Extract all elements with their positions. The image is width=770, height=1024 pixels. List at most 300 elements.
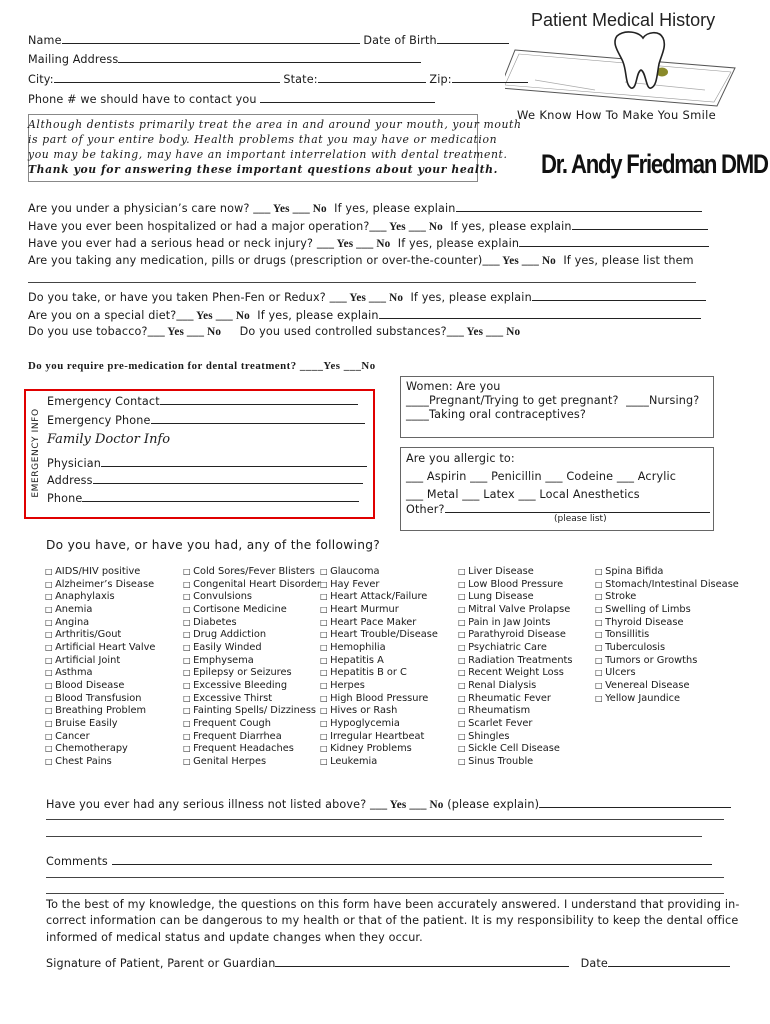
condition-label: Drug Addiction <box>193 629 267 641</box>
condition-label: Fainting Spells/ Dizziness <box>193 705 317 717</box>
condition-item[interactable] <box>320 642 438 655</box>
condition-item[interactable] <box>183 642 321 655</box>
condition-label: Hay Fever <box>330 578 380 590</box>
condition-item[interactable] <box>595 604 739 617</box>
checkbox-icon[interactable]: □ <box>45 680 56 690</box>
checkbox-icon[interactable]: □ <box>320 693 331 703</box>
condition-label: Chest Pains <box>55 755 112 767</box>
checkbox-icon[interactable]: □ <box>595 604 606 614</box>
condition-label: Pain in Jaw Joints <box>468 616 551 628</box>
checkbox-icon[interactable]: □ <box>320 756 331 766</box>
condition-label: Venereal Disease <box>605 679 690 691</box>
checkbox-icon[interactable]: □ <box>595 630 606 640</box>
condition-item[interactable] <box>595 566 739 579</box>
checkbox-icon[interactable]: □ <box>595 680 606 690</box>
condition-label: Herpes <box>330 679 365 691</box>
condition-item[interactable] <box>183 667 321 680</box>
intro-text: Although dentists primarily treat the area in and around your mouth, your mouth is part of your entire body. Health problems that you may have or medication you may be taking, may have an important interrelation with dental treatment. Thank you for answering these important questions about your health. <box>28 118 522 176</box>
condition-item[interactable] <box>320 629 438 642</box>
condition-label: Liver Disease <box>468 566 534 577</box>
checkbox-icon[interactable]: □ <box>458 706 469 716</box>
condition-item[interactable] <box>458 642 572 655</box>
condition-item[interactable] <box>183 705 321 718</box>
condition-label: Thyroid Disease <box>605 616 684 628</box>
condition-item[interactable] <box>45 680 155 693</box>
condition-label: Stomach/Intestinal Disease <box>605 578 739 590</box>
conditions-title: Do you have, or have you had, any of the following? <box>46 538 381 552</box>
condition-label: Bruise Easily <box>55 717 118 729</box>
condition-label: Tonsillitis <box>605 629 650 641</box>
condition-label: Heart Attack/Failure <box>330 591 428 603</box>
checkbox-icon[interactable]: □ <box>320 655 331 665</box>
contraceptives-option[interactable]: ____Taking oral contraceptives? <box>406 408 586 421</box>
condition-label: Frequent Headaches <box>193 743 294 755</box>
serious-line-2[interactable] <box>46 819 724 820</box>
checkbox-icon[interactable]: □ <box>320 642 331 652</box>
q2-yes-no[interactable]: ___ Yes ___ No <box>369 221 443 233</box>
checkbox-icon[interactable]: □ <box>45 731 56 741</box>
q2-explain-field[interactable] <box>572 218 708 230</box>
checkbox-icon[interactable]: □ <box>458 567 469 576</box>
condition-item[interactable] <box>320 731 438 744</box>
q6-yes-no[interactable]: ___ Yes ___ No <box>176 310 250 322</box>
condition-item[interactable] <box>320 680 438 693</box>
checkbox-icon[interactable]: □ <box>458 655 469 665</box>
condition-item[interactable] <box>595 642 739 655</box>
medication-list-line[interactable] <box>28 282 696 283</box>
condition-item[interactable] <box>183 655 321 668</box>
checkbox-icon[interactable]: □ <box>595 567 606 576</box>
condition-label: Psychiatric Care <box>468 641 547 653</box>
serious-line-3[interactable] <box>46 836 702 837</box>
condition-item[interactable] <box>595 667 739 680</box>
condition-item[interactable] <box>45 604 155 617</box>
q-tobacco: Do you use tobacco?___ Yes ___ No Do you used controlled substances?___ Yes ___ No <box>28 325 521 338</box>
serious-illness-row: Have you ever had any serious illness not listed above? ___ Yes ___ No (please explain) <box>46 796 731 811</box>
condition-item[interactable] <box>458 655 572 668</box>
condition-label: Heart Murmur <box>330 603 399 615</box>
condition-item[interactable] <box>320 756 438 769</box>
checkbox-icon[interactable]: □ <box>320 630 331 640</box>
condition-item[interactable] <box>458 731 572 744</box>
condition-label: Hepatitis B or C <box>330 667 407 679</box>
emergency-contact-row: Emergency Contact <box>47 393 358 408</box>
doctor-phone-row: Phone <box>47 490 359 505</box>
acknowledgement-statement: To the best of my knowledge, the questions on this form have been accurately answered. I understand that providing in- correct information can be dangerous to my health or that of the patient. It is my responsibility to keep the dental office informed of medical status and update changes when they occur. <box>46 898 740 944</box>
condition-item[interactable] <box>183 579 321 592</box>
condition-item[interactable] <box>183 566 321 579</box>
comments-line-2[interactable] <box>46 877 724 878</box>
checkbox-icon[interactable]: □ <box>320 567 331 576</box>
condition-label: Heart Trouble/Disease <box>330 629 438 641</box>
condition-item[interactable] <box>45 591 155 604</box>
doctor-phone-field[interactable] <box>82 490 359 502</box>
premed-yes-no[interactable]: ____Yes ___No <box>299 360 376 372</box>
name-field[interactable] <box>62 32 360 44</box>
condition-item[interactable] <box>45 655 155 668</box>
checkbox-icon[interactable]: □ <box>320 680 331 690</box>
doctor-address-row: Address <box>47 472 363 487</box>
mailing-address-field[interactable] <box>118 51 421 63</box>
condition-item[interactable] <box>45 743 155 756</box>
signature-row: Signature of Patient, Parent or Guardian Date <box>46 955 730 970</box>
serious-explain-field[interactable] <box>539 796 731 808</box>
mailing-row: Mailing Address <box>28 51 421 66</box>
checkbox-icon[interactable]: □ <box>45 579 56 589</box>
dob-field[interactable] <box>437 32 509 44</box>
q-premedication: Do you require pre-medication for dental treatment? ____Yes ___No <box>28 360 376 372</box>
women-pregnant-row <box>406 394 699 407</box>
checkbox-icon[interactable]: □ <box>183 756 194 766</box>
condition-label: Irregular Heartbeat <box>330 730 425 742</box>
q5-explain-field[interactable] <box>532 289 706 301</box>
condition-label: Low Blood Pressure <box>468 578 564 590</box>
condition-label: Anemia <box>55 603 93 615</box>
condition-item[interactable] <box>183 617 321 630</box>
emergency-phone-field[interactable] <box>151 412 365 424</box>
condition-label: Easily Winded <box>193 641 262 653</box>
condition-label: Lung Disease <box>468 591 534 603</box>
q7-yes-no[interactable]: ___ Yes ___ No <box>147 326 222 338</box>
q5-yes-no[interactable]: ___ Yes ___ No <box>329 292 404 304</box>
checkbox-icon[interactable]: □ <box>595 592 606 602</box>
conditions-column-1 <box>45 566 155 769</box>
condition-label: Cancer <box>55 730 90 742</box>
emergency-contact-field[interactable] <box>160 393 358 405</box>
checkbox-icon[interactable]: □ <box>45 668 56 678</box>
tagline: We Know How To Make You Smile <box>517 108 716 122</box>
checkbox-icon[interactable]: □ <box>183 642 194 652</box>
condition-item[interactable] <box>45 642 155 655</box>
checkbox-icon[interactable]: □ <box>320 604 331 614</box>
condition-item[interactable] <box>183 604 321 617</box>
condition-label: Yellow Jaundice <box>605 692 681 704</box>
doctor-name: Dr. Andy Friedman DMD <box>541 149 768 179</box>
checkbox-icon[interactable]: □ <box>45 693 56 703</box>
condition-item[interactable] <box>320 655 438 668</box>
family-doctor-header: Family Doctor Info <box>47 432 171 447</box>
condition-item[interactable] <box>595 579 739 592</box>
condition-item[interactable] <box>183 693 321 706</box>
checkbox-icon[interactable]: □ <box>45 642 56 652</box>
checkbox-icon[interactable]: □ <box>183 744 194 754</box>
condition-label: Mitral Valve Prolapse <box>468 603 571 615</box>
condition-label: Congenital Heart Disorder <box>193 578 321 590</box>
condition-label: Shingles <box>468 730 510 742</box>
checkbox-icon[interactable]: □ <box>458 680 469 690</box>
comments-field[interactable] <box>112 853 712 865</box>
nursing-option[interactable]: ____Nursing? <box>626 394 700 407</box>
checkbox-icon[interactable]: □ <box>45 592 56 602</box>
condition-item[interactable] <box>183 680 321 693</box>
condition-label: Artificial Joint <box>55 654 121 666</box>
condition-item[interactable] <box>45 718 155 731</box>
condition-label: Cold Sores/Fever Blisters <box>193 566 315 577</box>
condition-item[interactable] <box>595 655 739 668</box>
checkbox-icon[interactable]: □ <box>458 604 469 614</box>
condition-item[interactable] <box>458 591 572 604</box>
allergy-other-field[interactable] <box>445 501 710 513</box>
condition-item[interactable] <box>320 718 438 731</box>
condition-item[interactable] <box>45 566 155 579</box>
condition-item[interactable] <box>45 693 155 706</box>
q-medication: Are you taking any medication, pills or drugs (prescription or over-the-counter)___ Yes ___ No If yes, please list them <box>28 254 694 267</box>
condition-label: Tumors or Growths <box>605 654 698 666</box>
condition-label: Glaucoma <box>330 566 380 577</box>
state-field[interactable] <box>318 71 426 83</box>
condition-label: Angina <box>55 616 90 628</box>
condition-item[interactable] <box>45 629 155 642</box>
checkbox-icon[interactable]: □ <box>45 756 56 766</box>
condition-item[interactable] <box>595 629 739 642</box>
checkbox-icon[interactable]: □ <box>183 680 194 690</box>
checkbox-icon[interactable]: □ <box>458 693 469 703</box>
condition-label: Stroke <box>605 591 637 603</box>
checkbox-icon[interactable]: □ <box>595 668 606 678</box>
condition-label: Renal Dialysis <box>468 679 537 691</box>
condition-label: Heart Pace Maker <box>330 616 417 628</box>
condition-label: Recent Weight Loss <box>468 667 564 679</box>
contact-phone-field[interactable] <box>260 91 435 103</box>
zip-field[interactable] <box>452 71 528 83</box>
q-special-diet: Are you on a special diet?___ Yes ___ No If yes, please explain <box>28 307 701 322</box>
condition-label: Epilepsy or Seizures <box>193 667 292 679</box>
condition-item[interactable] <box>320 743 438 756</box>
tooth-logo-icon <box>505 30 745 110</box>
emergency-side-label: EMERGENCY INFO <box>31 408 41 498</box>
condition-label: Excessive Thirst <box>193 692 273 704</box>
checkbox-icon[interactable]: □ <box>45 630 56 640</box>
q-hospitalized: Have you ever been hospitalized or had a major operation?___ Yes ___ No If yes, please explain <box>28 218 708 233</box>
condition-label: Rheumatism <box>468 705 531 717</box>
checkbox-icon[interactable]: □ <box>45 617 56 627</box>
checkbox-icon[interactable]: □ <box>183 706 194 716</box>
checkbox-icon[interactable]: □ <box>320 579 331 589</box>
condition-label: Alzheimer’s Disease <box>55 578 155 590</box>
condition-item[interactable] <box>45 579 155 592</box>
condition-item[interactable] <box>458 566 572 579</box>
checkbox-icon[interactable]: □ <box>320 668 331 678</box>
condition-item[interactable] <box>320 591 438 604</box>
condition-label: Radiation Treatments <box>468 654 573 666</box>
checkbox-icon[interactable]: □ <box>45 718 56 728</box>
condition-label: Leukemia <box>330 755 378 767</box>
condition-label: Spina Bifida <box>605 566 664 577</box>
q3-yes-no[interactable]: ___ Yes ___ No <box>316 238 391 250</box>
condition-label: Genital Herpes <box>193 755 267 767</box>
condition-label: Sickle Cell Disease <box>468 743 560 755</box>
condition-label: Asthma <box>55 667 93 679</box>
q8-yes-no[interactable]: ___ Yes ___ No <box>446 326 521 338</box>
condition-item[interactable] <box>458 743 572 756</box>
condition-label: Kidney Problems <box>330 743 412 755</box>
condition-item[interactable] <box>320 617 438 630</box>
checkbox-icon[interactable]: □ <box>183 630 194 640</box>
condition-label: High Blood Pressure <box>330 692 429 704</box>
phone-row: Phone # we should have to contact you <box>28 91 435 106</box>
conditions-column-3 <box>320 566 438 769</box>
checkbox-icon[interactable]: □ <box>183 731 194 741</box>
allergy-title: Are you allergic to: <box>406 452 515 465</box>
condition-item[interactable] <box>320 667 438 680</box>
q-head-injury: Have you ever had a serious head or neck injury? ___ Yes ___ No If yes, please explain <box>28 235 709 250</box>
condition-item[interactable] <box>595 693 739 706</box>
city-row: City: State: Zip: <box>28 71 528 86</box>
condition-item[interactable] <box>320 579 438 592</box>
condition-label: Hemophilia <box>330 641 386 653</box>
condition-label: Parathyroid Disease <box>468 629 566 641</box>
condition-item[interactable] <box>458 629 572 642</box>
condition-item[interactable] <box>45 617 155 630</box>
condition-item[interactable] <box>183 756 321 769</box>
checkbox-icon[interactable]: □ <box>320 718 331 728</box>
checkbox-icon[interactable]: □ <box>183 655 194 665</box>
condition-label: Rheumatic Fever <box>468 692 551 704</box>
checkbox-icon[interactable]: □ <box>458 642 469 652</box>
allergy-line-2[interactable]: ___ Metal ___ Latex ___ Local Anesthetics <box>406 488 640 501</box>
condition-label: Blood Transfusion <box>55 692 142 704</box>
checkbox-icon[interactable]: □ <box>458 718 469 728</box>
checkbox-icon[interactable]: □ <box>320 617 331 627</box>
condition-label: Artificial Heart Valve <box>55 641 156 653</box>
q1-yes-no[interactable]: ___ Yes ___ No <box>253 203 327 215</box>
doctor-address-field[interactable] <box>93 472 363 484</box>
q3-explain-field[interactable] <box>519 235 709 247</box>
checkbox-icon[interactable]: □ <box>458 744 469 754</box>
condition-label: Arthritis/Gout <box>55 629 122 641</box>
checkbox-icon[interactable]: □ <box>320 731 331 741</box>
condition-label: Tuberculosis <box>605 641 666 653</box>
checkbox-icon[interactable]: □ <box>595 642 606 652</box>
condition-item[interactable] <box>45 667 155 680</box>
signature-field[interactable] <box>275 955 569 967</box>
women-title: Women: Are you <box>406 380 501 393</box>
comments-line-3[interactable] <box>46 893 724 894</box>
q6-explain-field[interactable] <box>379 307 701 319</box>
condition-label: Swelling of Limbs <box>605 603 691 615</box>
checkbox-icon[interactable]: □ <box>458 592 469 602</box>
condition-label: Hepatitis A <box>330 654 384 666</box>
condition-item[interactable] <box>183 743 321 756</box>
checkbox-icon[interactable]: □ <box>320 744 331 754</box>
condition-label: Convulsions <box>193 591 253 603</box>
comments-row: Comments <box>46 853 712 868</box>
condition-item[interactable] <box>183 731 321 744</box>
allergy-line-1[interactable]: ___ Aspirin ___ Penicillin ___ Codeine ___ Acrylic <box>406 470 677 483</box>
emergency-phone-row: Emergency Phone <box>47 412 365 427</box>
checkbox-icon[interactable]: □ <box>45 744 56 754</box>
condition-item[interactable] <box>595 591 739 604</box>
condition-item[interactable] <box>458 680 572 693</box>
checkbox-icon[interactable]: □ <box>595 693 606 703</box>
checkbox-icon[interactable]: □ <box>458 630 469 640</box>
signature-date-field[interactable] <box>608 955 730 967</box>
checkbox-icon[interactable]: □ <box>458 668 469 678</box>
checkbox-icon[interactable]: □ <box>320 592 331 602</box>
condition-label: Diabetes <box>193 616 237 628</box>
checkbox-icon[interactable]: □ <box>595 655 606 665</box>
q-physician-care: Are you under a physician’s care now? ___ Yes ___ No If yes, please explain <box>28 200 702 215</box>
checkbox-icon[interactable]: □ <box>183 567 194 576</box>
checkbox-icon[interactable]: □ <box>183 604 194 614</box>
pregnant-option[interactable]: ____Pregnant/Trying to get pregnant? <box>406 394 619 407</box>
condition-item[interactable] <box>595 617 739 630</box>
checkbox-icon[interactable]: □ <box>183 718 194 728</box>
physician-row: Physician <box>47 455 367 470</box>
physician-field[interactable] <box>101 455 367 467</box>
checkbox-icon[interactable]: □ <box>458 617 469 627</box>
condition-item[interactable] <box>45 705 155 718</box>
condition-item[interactable] <box>458 705 572 718</box>
condition-label: Breathing Problem <box>55 705 147 717</box>
condition-item[interactable] <box>458 667 572 680</box>
q4-yes-no[interactable]: ___ Yes ___ No <box>482 255 556 267</box>
checkbox-icon[interactable]: □ <box>45 706 56 716</box>
condition-item[interactable] <box>458 579 572 592</box>
condition-item[interactable] <box>458 617 572 630</box>
allergy-other-row: Other? <box>406 501 710 516</box>
condition-label: Excessive Bleeding <box>193 679 288 691</box>
serious-yes-no[interactable]: ___ Yes ___ No <box>370 799 444 811</box>
condition-item[interactable] <box>458 718 572 731</box>
checkbox-icon[interactable]: □ <box>45 604 56 614</box>
q-phen-fen: Do you take, or have you taken Phen-Fen or Redux? ___ Yes ___ No If yes, please explain <box>28 289 706 304</box>
checkbox-icon[interactable]: □ <box>458 579 469 589</box>
checkbox-icon[interactable]: □ <box>183 579 194 589</box>
condition-item[interactable] <box>320 693 438 706</box>
q1-explain-field[interactable] <box>456 200 702 212</box>
checkbox-icon[interactable]: □ <box>183 617 194 627</box>
condition-label: Frequent Diarrhea <box>193 730 282 742</box>
condition-item[interactable] <box>183 629 321 642</box>
condition-label: Emphysema <box>193 654 254 666</box>
checkbox-icon[interactable]: □ <box>458 756 469 766</box>
condition-label: Anaphylaxis <box>55 591 115 603</box>
condition-label: Scarlet Fever <box>468 717 533 729</box>
condition-label: Hives or Rash <box>330 705 398 717</box>
checkbox-icon[interactable]: □ <box>183 592 194 602</box>
condition-item[interactable] <box>45 731 155 744</box>
checkbox-icon[interactable]: □ <box>458 731 469 741</box>
condition-label: Cortisone Medicine <box>193 603 287 615</box>
condition-item[interactable] <box>183 718 321 731</box>
checkbox-icon[interactable]: □ <box>595 617 606 627</box>
condition-item[interactable] <box>320 604 438 617</box>
checkbox-icon[interactable]: □ <box>183 668 194 678</box>
checkbox-icon[interactable]: □ <box>595 579 606 589</box>
condition-item[interactable] <box>595 680 739 693</box>
checkbox-icon[interactable]: □ <box>320 706 331 716</box>
condition-label: Frequent Cough <box>193 717 271 729</box>
conditions-column-5 <box>595 566 739 705</box>
please-list-note: (please list) <box>554 514 607 524</box>
checkbox-icon[interactable]: □ <box>45 567 56 576</box>
condition-item[interactable] <box>458 756 572 769</box>
city-field[interactable] <box>54 71 280 83</box>
condition-item[interactable] <box>183 591 321 604</box>
condition-label: AIDS/HIV positive <box>55 566 141 577</box>
conditions-column-4 <box>458 566 572 769</box>
condition-item[interactable] <box>458 693 572 706</box>
condition-item[interactable] <box>320 566 438 579</box>
name-row: Name Date of Birth <box>28 32 509 47</box>
condition-item[interactable] <box>45 756 155 769</box>
checkbox-icon[interactable]: □ <box>183 693 194 703</box>
checkbox-icon[interactable]: □ <box>45 655 56 665</box>
condition-item[interactable] <box>320 705 438 718</box>
condition-label: Sinus Trouble <box>468 755 534 767</box>
condition-item[interactable] <box>458 604 572 617</box>
